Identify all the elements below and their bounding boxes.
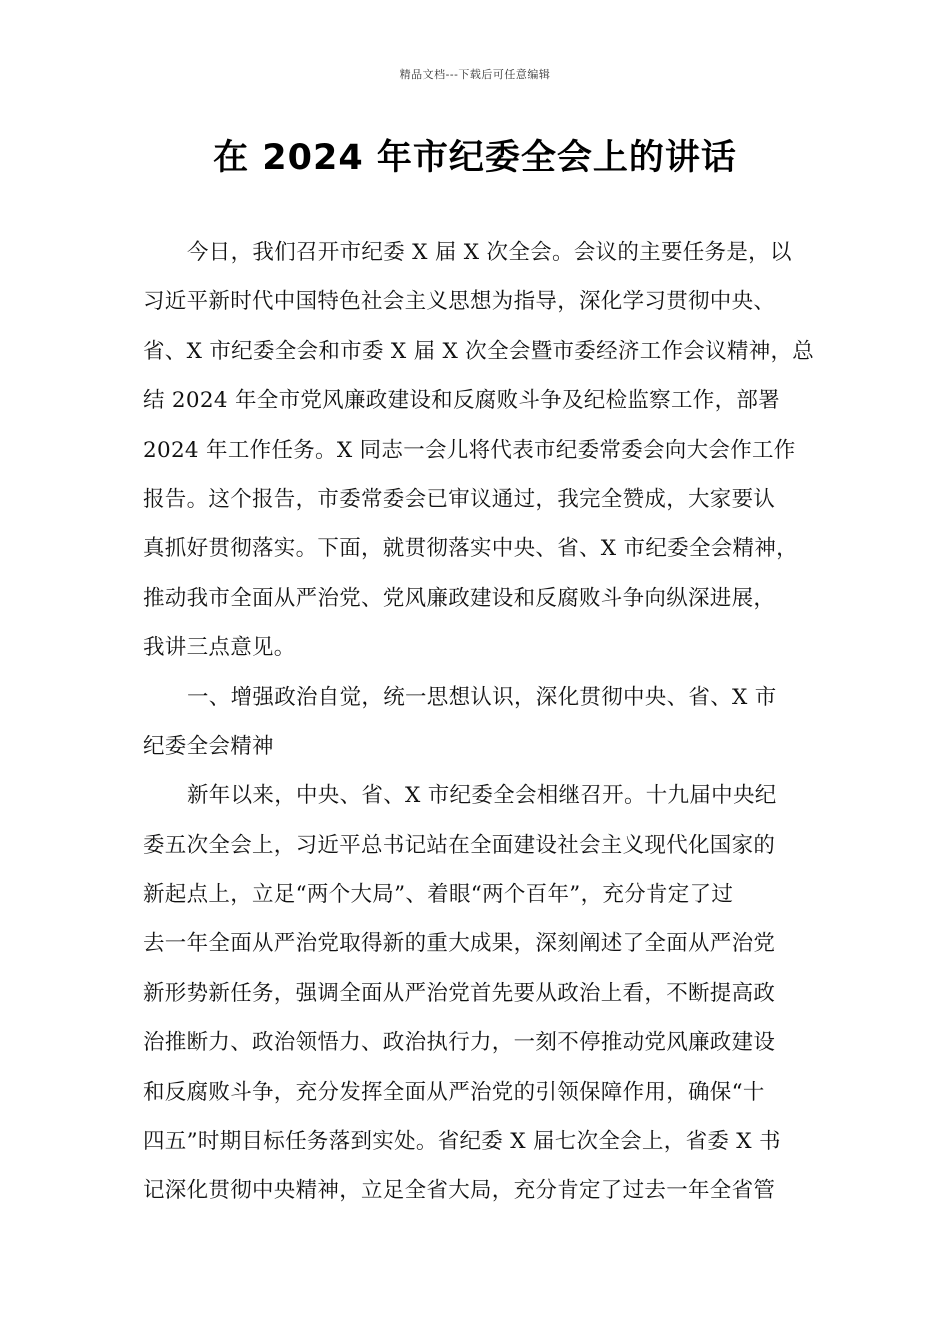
body-line: 报告。这个报告，市委常委会已审议通过，我完全赞成，大家要认 — [143, 486, 776, 512]
body-line: 治推断力、政治领悟力、政治执行力，一刻不停推动党风廉政建设 — [143, 1030, 776, 1056]
body-line: 和反腐败斗争，充分发挥全面从严治党的引领保障作用，确保“十 — [143, 1079, 765, 1105]
body-line: 记深化贯彻中央精神，立足全省大局，充分肯定了过去一年全省管 — [143, 1178, 776, 1204]
body-line: 新年以来，中央、省、X 市纪委全会相继召开。十九届中央纪 — [187, 783, 777, 809]
body-line: 今日，我们召开市纪委 X 届 X 次全会。会议的主要任务是，以 — [187, 240, 792, 265]
section-heading-line: 纪委全会精神 — [143, 733, 274, 759]
body-line: 委五次全会上，习近平总书记站在全面建设社会主义现代化国家的 — [143, 832, 776, 858]
body-line: 省、X 市纪委全会和市委 X 届 X 次全会暨市委经济工作会议精神，总 — [143, 338, 815, 364]
body-line: 习近平新时代中国特色社会主义思想为指导，深化学习贯彻中央、 — [143, 289, 776, 315]
body-line: 真抓好贯彻落实。下面，就贯彻落实中央、省、X 市纪委全会精神， — [143, 536, 798, 562]
body-line: 新起点上，立足“两个大局”、着眼“两个百年”，充分肯定了过 — [143, 882, 734, 908]
body-line: 四五”时期目标任务落到实处。省纪委 X 届七次全会上，省委 X 书 — [143, 1129, 781, 1155]
body-line: 推动我市全面从严治党、党风廉政建设和反腐败斗争向纵深进展， — [143, 585, 776, 611]
document-body — [143, 228, 813, 1216]
document-title: 在 2024 年市纪委全会上的讲话 — [213, 138, 737, 178]
body-line: 我讲三点意见。 — [143, 635, 296, 661]
body-line: 2024 年工作任务。X 同志一会儿将代表市纪委常委会向大会作工作 — [143, 437, 796, 463]
section-heading-line: 一、增强政治自觉，统一思想认识，深化贯彻中央、省、X 市 — [187, 684, 777, 710]
body-line: 新形势新任务，强调全面从严治党首先要从政治上看，不断提高政 — [143, 980, 776, 1006]
document-header-note: 精品文档---下载后可任意编辑 — [399, 68, 551, 81]
body-line: 去一年全面从严治党取得新的重大成果，深刻阐述了全面从严治党 — [143, 931, 776, 957]
body-line: 结 2024 年全市党风廉政建设和反腐败斗争及纪检监察工作，部署 — [143, 388, 780, 414]
